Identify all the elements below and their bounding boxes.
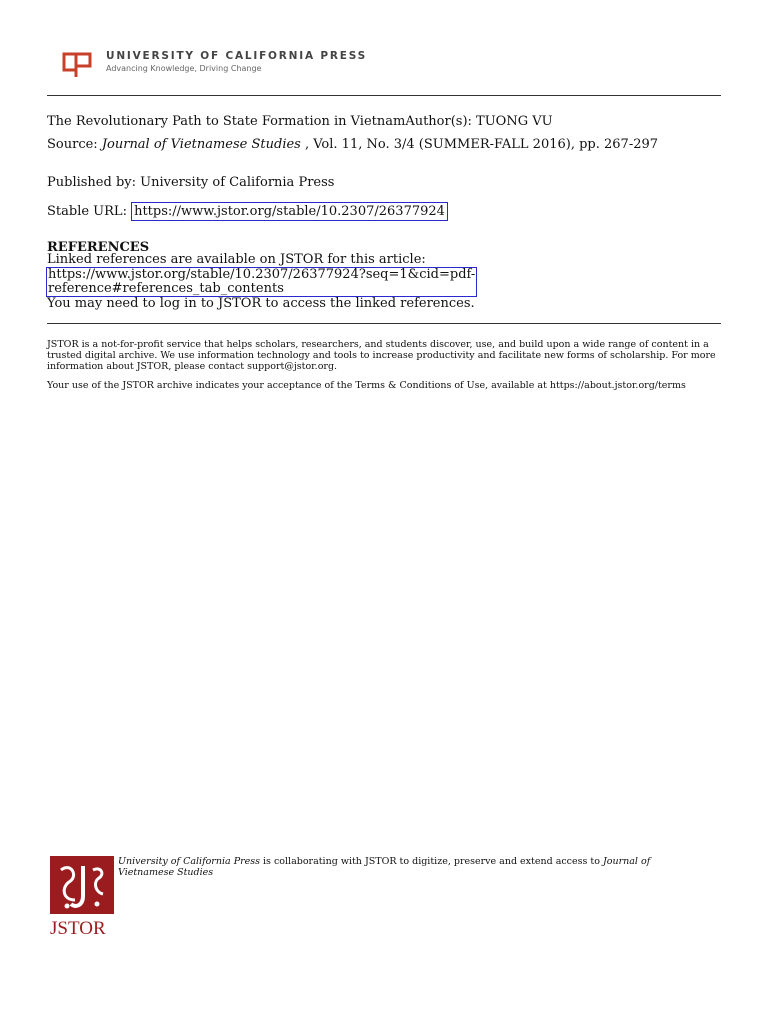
footer-journal: Journal of Vietnamese Studies: [118, 856, 651, 878]
source-label: Source:: [47, 137, 102, 152]
press-tagline: Advancing Knowledge, Driving Change: [106, 64, 262, 73]
footer-publisher: University of California Press: [118, 856, 260, 867]
press-name: UNIVERSITY OF CALIFORNIA PRESS: [106, 50, 367, 62]
jstor-logo-icon: [49, 856, 115, 938]
published-by: Published by: University of California Press: [47, 175, 335, 190]
references-link-line1: https://www.jstor.org/stable/10.2307/26377924?seq=1&cid=pdf-: [48, 267, 476, 282]
stable-url-label: Stable URL:: [47, 204, 132, 219]
ucp-logo-icon: [62, 50, 94, 78]
jstor-wordmark: JSTOR: [50, 918, 106, 938]
top-divider: [47, 95, 721, 96]
references-link[interactable]: [46, 267, 477, 297]
middle-divider: [47, 323, 721, 324]
journal-name: Journal of Vietnamese Studies: [101, 137, 301, 152]
footer-middle: is collaborating with JSTOR to digitize, preserve and extend access to: [260, 856, 603, 867]
stable-url-link[interactable]: https://www.jstor.org/stable/10.2307/26377924: [131, 202, 448, 221]
references-heading: REFERENCES: [47, 240, 150, 255]
references-body: [47, 253, 727, 311]
source-details: , Vol. 11, No. 3/4 (SUMMER-FALL 2016), pp. 267-297: [300, 137, 659, 152]
references-login-note: You may need to log in to JSTOR to access the linked references.: [47, 296, 475, 311]
stable-url-row: [47, 202, 727, 221]
references-link-line2: reference#references_tab_contents: [48, 281, 284, 296]
references-intro: Linked references are available on JSTOR for this article:: [47, 252, 426, 267]
footer-statement: [118, 856, 678, 878]
article-source: [47, 137, 717, 153]
article-title: The Revolutionary Path to State Formation in VietnamAuthor(s): TUONG VU: [47, 114, 553, 129]
terms-notice: Your use of the JSTOR archive indicates your acceptance of the Terms & Conditions of Use, available at https://about.jstor.org/terms: [47, 380, 686, 391]
jstor-notice: JSTOR is a not-for-profit service that helps scholars, researchers, and students discover, use, and build upon a wide range of content in a trusted digital archive. We use information technology and tools to increase productivity and facilitate new forms of scholarship. For more information about JSTOR, please contact support@jstor.org.: [47, 339, 716, 372]
